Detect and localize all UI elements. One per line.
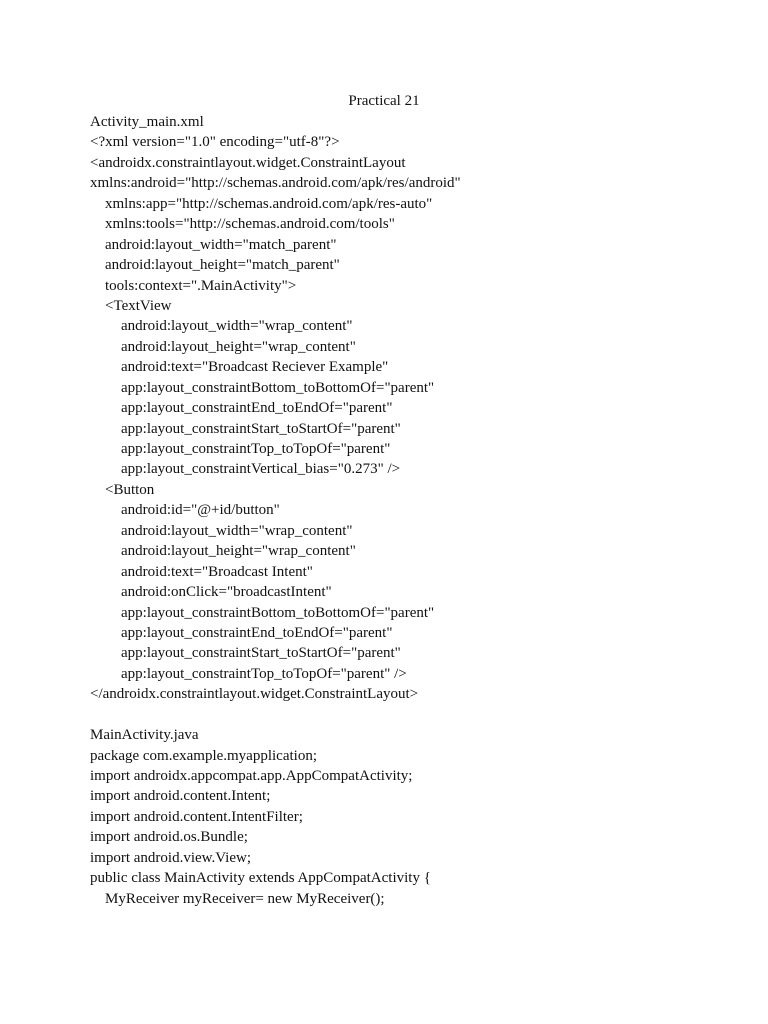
code-line: import android.os.Bundle; — [90, 829, 248, 846]
code-line: android:text="Broadcast Reciever Example" — [121, 359, 389, 376]
code-line: import android.view.View; — [90, 849, 252, 866]
code-line: Activity_main.xml — [90, 114, 204, 130]
code-line: android:onClick="broadcastIntent" — [121, 584, 332, 601]
code-line: app:layout_constraintEnd_toEndOf="parent" — [121, 400, 393, 417]
code-line: android:layout_width="wrap_content" — [121, 522, 353, 539]
code-line: app:layout_constraintEnd_toEndOf="parent" — [121, 624, 393, 641]
code-line: android:text="Broadcast Intent" — [121, 563, 313, 580]
code-line: android:layout_width="wrap_content" — [121, 318, 353, 335]
code-line: app:layout_constraintBottom_toBottomOf="parent" — [121, 604, 435, 621]
code-line: xmlns:android="http://schemas.android.com/apk/res/android" — [90, 175, 461, 192]
code-line: <?xml version="1.0" encoding="utf-8"?> — [90, 134, 340, 151]
code-line: android:layout_height="wrap_content" — [121, 338, 356, 355]
code-line: app:layout_constraintVertical_bias="0.273" /> — [121, 461, 401, 478]
code-line: import android.content.Intent; — [90, 788, 271, 805]
code-line: xmlns:tools="http://schemas.android.com/tools" — [105, 216, 395, 233]
code-line: app:layout_constraintTop_toTopOf="parent" — [121, 441, 391, 457]
code-line: import android.content.IntentFilter; — [90, 808, 303, 825]
code-line: import androidx.appcompat.app.AppCompatActivity; — [90, 768, 413, 784]
code-line: </androidx.constraintlayout.widget.ConstraintLayout> — [90, 686, 419, 703]
code-line: <TextView — [105, 297, 172, 314]
code-line: android:layout_height="wrap_content" — [121, 543, 356, 560]
code-line: MainActivity.java — [90, 727, 199, 744]
code-line: xmlns:app="http://schemas.android.com/apk/res-auto" — [105, 195, 433, 212]
code-line: MyReceiver myReceiver= new MyReceiver(); — [105, 890, 385, 907]
code-line: android:layout_width="match_parent" — [105, 236, 337, 253]
code-line: tools:context=".MainActivity"> — [105, 277, 297, 294]
code-listing — [90, 112, 461, 909]
code-line: app:layout_constraintStart_toStartOf="parent" — [121, 645, 401, 662]
code-line: app:layout_constraintTop_toTopOf="parent" /> — [121, 665, 407, 682]
code-line: android:layout_height="match_parent" — [105, 257, 340, 274]
blank-line — [90, 705, 461, 725]
code-line: package com.example.myapplication; — [90, 747, 317, 764]
code-line: app:layout_constraintStart_toStartOf="parent" — [121, 420, 401, 437]
code-line: <Button — [105, 481, 155, 498]
code-line: app:layout_constraintBottom_toBottomOf="parent" — [121, 379, 435, 396]
code-line: public class MainActivity extends AppCompatActivity { — [90, 870, 431, 887]
code-line: <androidx.constraintlayout.widget.ConstraintLayout — [90, 154, 406, 171]
code-line: android:id="@+id/button" — [121, 502, 280, 519]
page-title: Practical 21 — [348, 93, 420, 109]
